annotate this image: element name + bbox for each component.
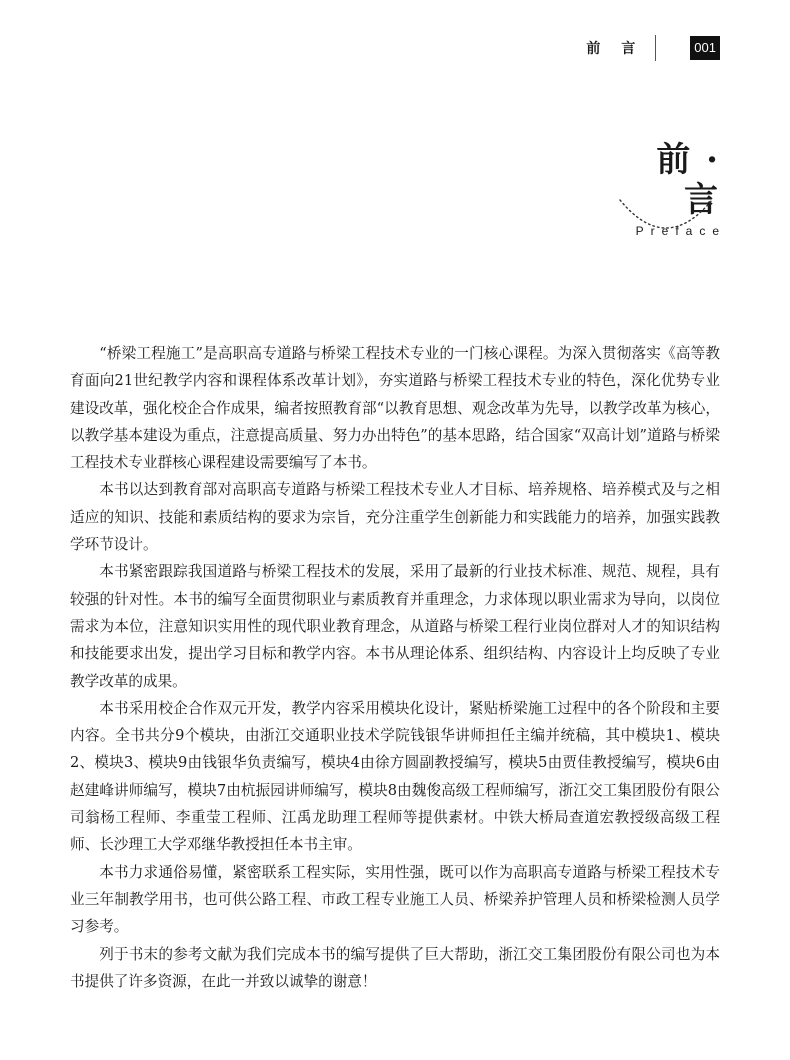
paragraph: 本书紧密跟踪我国道路与桥梁工程技术的发展，采用了最新的行业技术标准、规范、规程，具有较强的针对性。本书的编写全面贯彻职业与素质教育并重理念，力求体现以职业需求为导向，以岗位需求为本位，注意知识实用性的现代职业教育理念，从道路与桥梁工程行业岗位群对人才的知识结构和技能要求出发，提出学习目标和教学内容。本书从理论体系、组织结构、内容设计上均反映了专业教学改革的成果。 [70,563,720,690]
page-subtitle: Preface [635,224,726,238]
paragraph: 本书采用校企合作双元开发，教学内容采用模块化设计，紧贴桥梁施工过程中的各个阶段和主要内容。全书共分9个模块，由浙江交通职业技术学院钱银华讲师担任主编并统稿，其中模块1、模块2、模块3、模块9由钱银华负责编写，模块4由徐方圆副教授编写，模块5由贾佳教授编写，模块6由赵建峰讲师编写，模块7由杭振园讲师编写，模块8由魏俊高级工程师编写，浙江交工集团股份有限公司翁杨工程师、李重莹工程师、江禹龙助理工程师等提供素材。中铁大桥局查道宏教授级高级工程师、长沙理工大学邓继华教授担任本书主审。 [70,699,720,854]
page-title: 前 · 言 [656,140,720,220]
paragraph: “桥梁工程施工”是高职高专道路与桥梁工程技术专业的一门核心课程。为深入贯彻落实《高等教育面向21世纪教学内容和课程体系改革计划》，夯实道路与桥梁工程技术专业的特色，深化优势专业建设改革，强化校企合作成果，编者按照教育部“以教育思想、观念改革为先导，以教学改革为核心，以教学基本建设为重点，注意提高质量、努力办出特色”的基本思路，结合国家“双高计划”道路与桥梁工程技术专业群核心课程建设需要编写了本书。 [70,345,720,472]
paragraph: 列于书末的参考文献为我们完成本书的编写提供了巨大帮助，浙江交工集团股份有限公司也为本书提供了许多资源，在此一并致以诚挚的谢意！ [70,945,720,990]
paragraph: 本书以达到教育部对高职高专道路与桥梁工程技术专业人才目标、培养规格、培养模式及与之相适应的知识、技能和素质结构的要求为宗旨，充分注重学生创新能力和实践能力的培养，加强实践教学环节设计。 [70,481,720,554]
preface-body [70,340,720,995]
running-title: 前 言 [586,41,644,57]
dotted-arc-ornament [616,196,716,234]
header-divider [655,35,656,61]
paragraph: 本书力求通俗易懂，紧密联系工程实际，实用性强，既可以作为高职高专道路与桥梁工程技术专业三年制教学用书，也可供公路工程、市政工程专业施工人员、桥梁养护管理人员和桥梁检测人员学习参考。 [70,863,720,936]
page-number: 001 [690,36,720,60]
page-header [586,34,720,62]
